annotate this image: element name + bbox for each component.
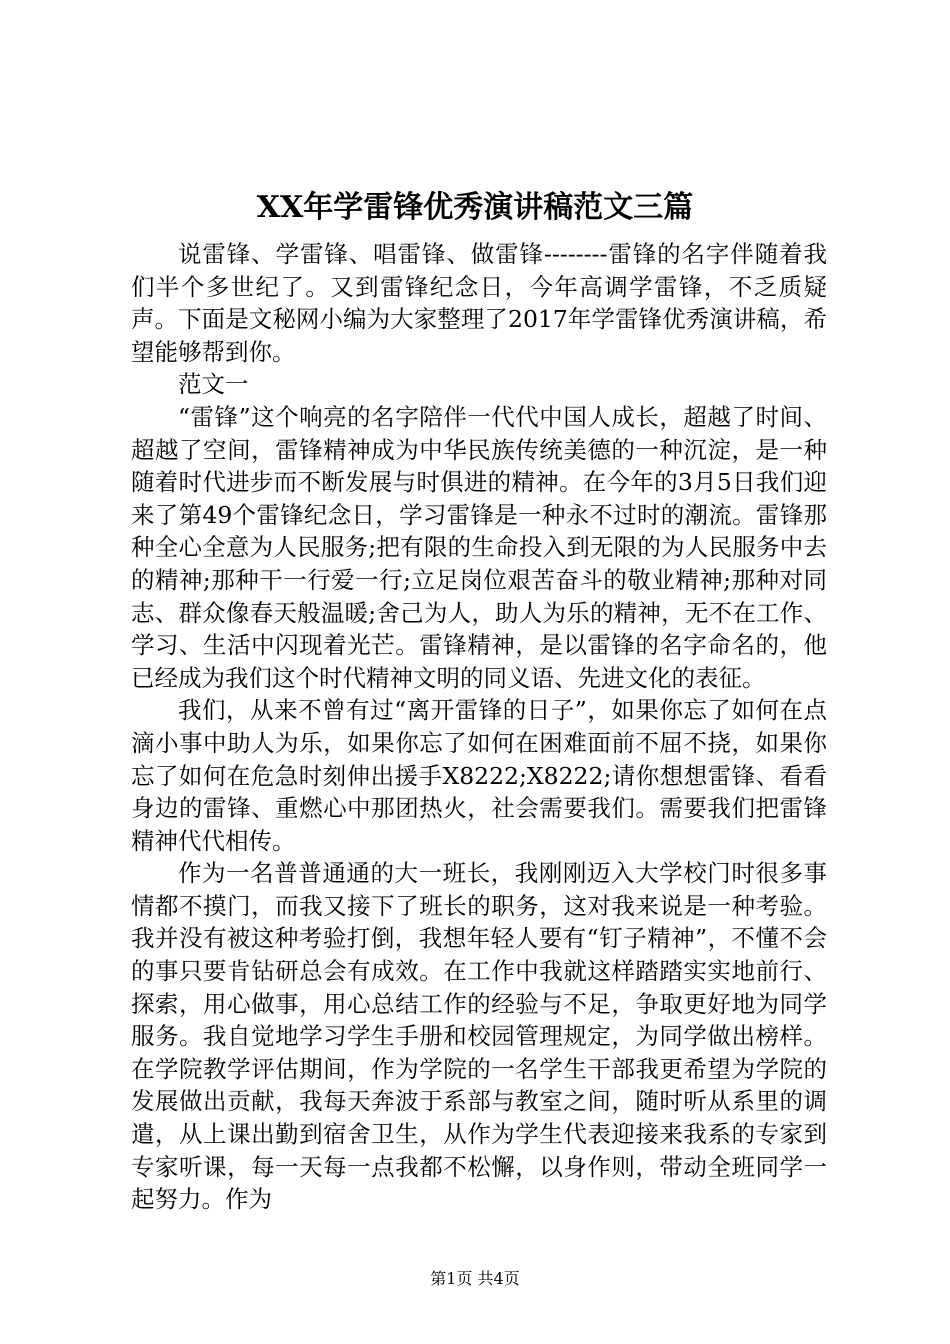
section-heading: 范文一	[178, 370, 249, 399]
paragraph: 我们，从来不曾有过“离开雷锋的日子”，如果你忘了如何在点滴小事中助人为乐，如果你忘了如何在困难面前不屈不挠，如果你忘了如何在危急时刻伸出援手X8222;X8222;请你想想雷锋、看看身边的雷锋、重燃心中那团热火，社会需要我们。需要我们把雷锋精神代代相传。	[131, 696, 827, 855]
paragraph-intro: 说雷锋、学雷锋、唱雷锋、做雷锋--------雷锋的名字伴随着我们半个多世纪了。又到雷锋纪念日，今年高调学雷锋，不乏质疑声。下面是文秘网小编为大家整理了2017年学雷锋优秀演讲稿，希望能够帮到你。	[131, 240, 827, 366]
document-body	[131, 238, 827, 1216]
page-footer: 第1页 共4页	[430, 1269, 520, 1288]
paragraph: 作为一名普普通通的大一班长，我刚刚迈入大学校门时很多事情都不摸门，而我又接下了班长的职务，这对我来说是一种考验。我并没有被这种考验打倒，我想年轻人要有“钉子精神”，不懂不会的事只要肯钻研总会有成效。在工作中我就这样踏踏实实地前行、探索，用心做事，用心总结工作的经验与不足，争取更好地为同学服务。我自觉地学习学生手册和校园管理规定，为同学做出榜样。在学院教学评估期间，作为学院的一名学生干部我更希望为学院的发展做出贡献，我每天奔波于系部与教室之间，随时听从系里的调遣，从上课出勤到宿舍卫生，从作为学生代表迎接来我系的专家到专家听课，每一天每一点我都不松懈，以身作则，带动全班同学一起努力。作为	[131, 859, 827, 1214]
document-title: XX年学雷锋优秀演讲稿范文三篇	[256, 190, 694, 225]
paragraph: “雷锋”这个响亮的名字陪伴一代代中国人成长，超越了时间、超越了空间，雷锋精神成为中华民族传统美德的一种沉淀，是一种随着时代进步而不断发展与时俱进的精神。在今年的3月5日我们迎来了第49个雷锋纪念日，学习雷锋是一种永不过时的潮流。雷锋那种全心全意为人民服务;把有限的生命投入到无限的为人民服务中去的精神;那种干一行爱一行;立足岗位艰苦奋斗的敬业精神;那种对同志、群众像春天般温暖;舍己为人，助人为乐的精神，无不在工作、学习、生活中闪现着光芒。雷锋精神，是以雷锋的名字命名的，他已经成为我们这个时代精神文明的同义语、先进文化的表征。	[131, 402, 827, 692]
